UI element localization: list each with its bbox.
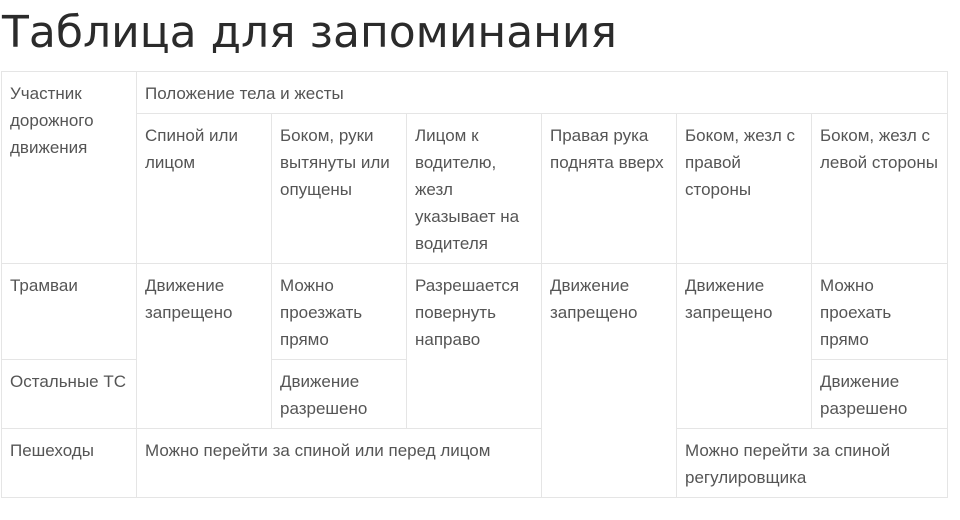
memo-table [1, 71, 948, 498]
cell-other-baton-left: Движение разрешено [812, 360, 948, 429]
header-row-positions [2, 114, 948, 264]
cell-facing-driver: Разрешается повернуть направо [407, 264, 542, 429]
cell-other-side-arms: Движение разрешено [272, 360, 407, 429]
row-label-other-vehicles: Остальные ТС [2, 360, 137, 429]
cell-pedestrians-front-back: Можно перейти за спиной или перед лицом [137, 429, 542, 498]
cell-tram-side-arms: Можно проезжать прямо [272, 264, 407, 360]
cell-right-arm-up: Движение запрещено [542, 264, 677, 498]
position-header-baton-right: Боком, жезл с правой стороны [677, 114, 812, 264]
position-header-side-arms: Боком, руки вытянуты или опущены [272, 114, 407, 264]
participant-header: Участник дорожного движения [2, 72, 137, 264]
header-row-group [2, 72, 948, 114]
cell-tram-back-or-face: Движение запрещено [137, 264, 272, 429]
table-row-tram [2, 264, 948, 360]
page-title: Таблица для запоминания [2, 7, 617, 58]
body-position-header: Положение тела и жесты [137, 72, 948, 114]
table-row-pedestrians [2, 429, 948, 498]
position-header-right-arm-up: Правая рука поднята вверх [542, 114, 677, 264]
cell-baton-right: Движение запрещено [677, 264, 812, 429]
cell-pedestrians-baton-sides: Можно перейти за спиной регулировщика [677, 429, 948, 498]
cell-tram-baton-left: Можно проехать прямо [812, 264, 948, 360]
position-header-facing-driver: Лицом к водителю, жезл указывает на водителя [407, 114, 542, 264]
position-header-back-or-face: Спиной или лицом [137, 114, 272, 264]
row-label-tram: Трамваи [2, 264, 137, 360]
row-label-pedestrians: Пешеходы [2, 429, 137, 498]
position-header-baton-left: Боком, жезл с левой стороны [812, 114, 948, 264]
